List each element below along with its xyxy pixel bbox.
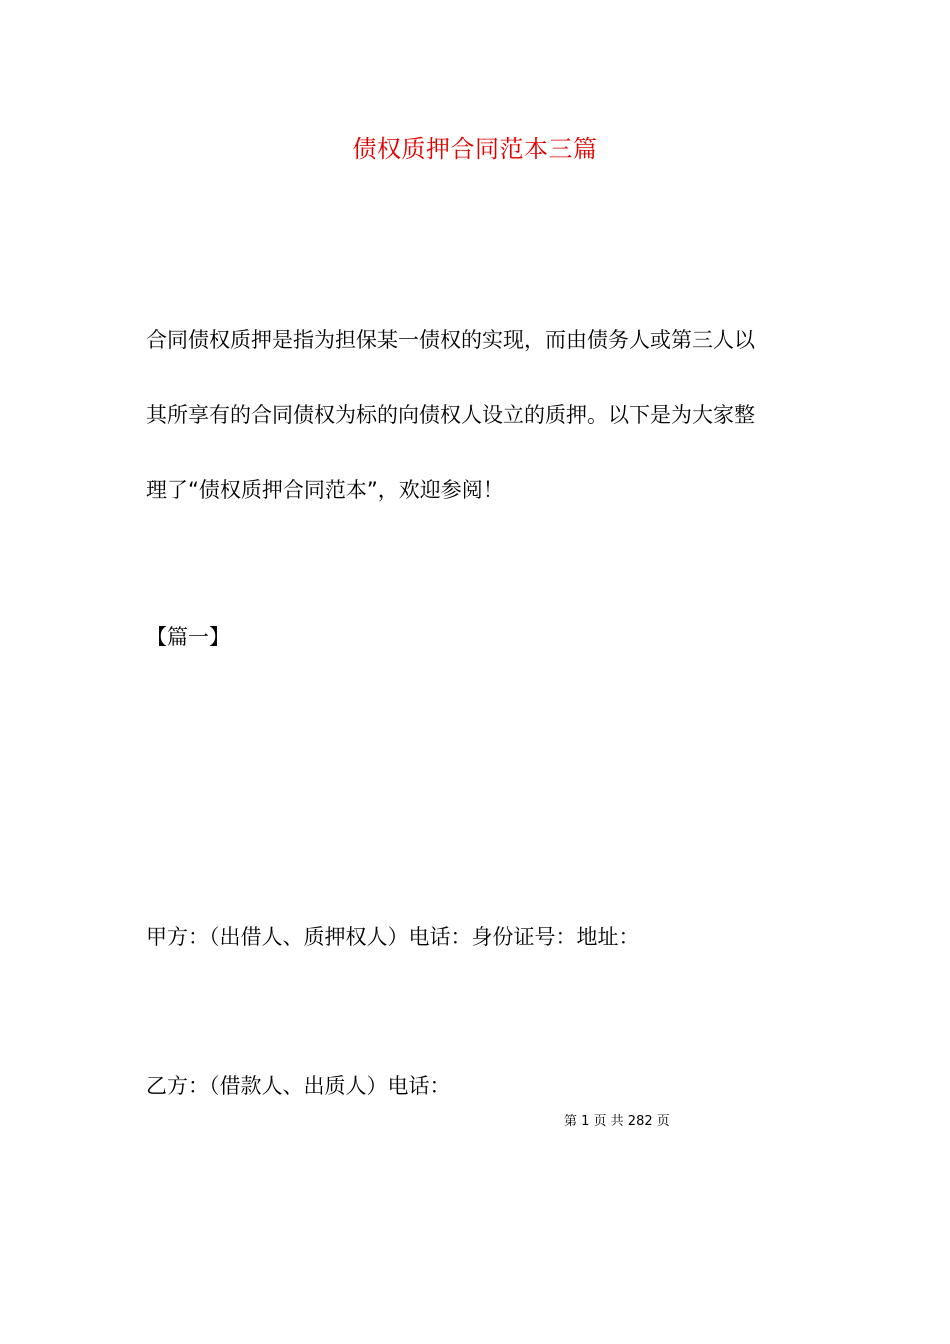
party-a-line: 甲方：（出借人、质押权人）电话：身份证号：地址：	[146, 925, 640, 949]
document-title: 债权质押合同范本三篇	[352, 135, 598, 163]
page-footer: 第 1 页 共 282 页	[564, 1114, 670, 1129]
intro-line-3: 理了“债权质押合同范本”，欢迎参阅！	[146, 478, 504, 502]
section-heading: 【篇一】	[146, 625, 230, 649]
intro-line-1: 合同债权质押是指为担保某一债权的实现，而由债务人或第三人以	[146, 328, 755, 352]
intro-line-2: 其所享有的合同债权为标的向债权人设立的质押。以下是为大家整	[146, 403, 755, 427]
party-b-line: 乙方：（借款人、出质人）电话：	[146, 1074, 451, 1098]
